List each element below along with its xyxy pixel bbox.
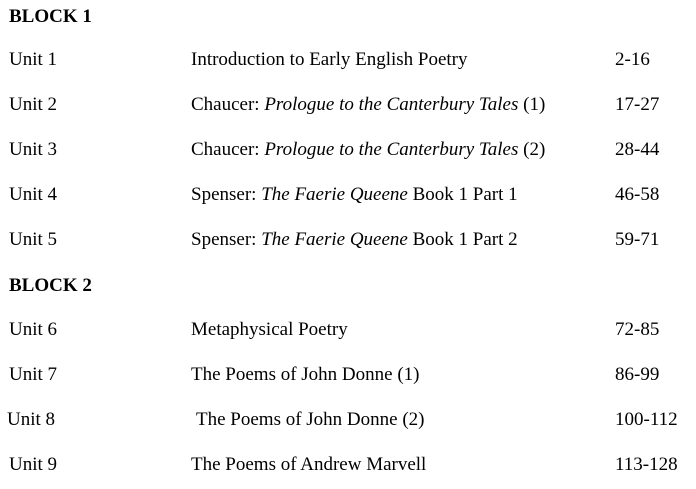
unit-label: Unit 7 [9,364,58,385]
title-text: (2) [518,139,546,160]
toc-row [0,183,696,207]
page-range: 46-58 [615,184,660,205]
toc-row [0,48,696,72]
title-text: Book 1 Part 1 [407,184,518,205]
title-text: Book 1 Part 2 [407,229,518,250]
unit-title [191,183,518,207]
page-range: 59-71 [615,229,660,250]
unit-label: Unit 4 [9,184,58,205]
page-range: 17-27 [615,94,660,115]
unit-title [191,228,518,252]
block-heading: BLOCK 1 [9,6,92,27]
toc-row [0,93,696,117]
title-text: (1) [518,94,546,115]
unit-label: Unit 3 [9,139,58,160]
toc-row [0,138,696,162]
unit-label: Unit 9 [9,454,58,475]
unit-title [191,48,468,72]
unit-title [191,138,545,162]
title-text: Introduction to Early English Poetry [191,49,468,70]
unit-label: Unit 5 [9,229,58,250]
unit-title [191,93,545,117]
page-range: 86-99 [615,364,660,385]
title-text: The Poems of John Donne (1) [191,364,420,385]
unit-title [191,453,426,477]
unit-title [191,363,420,387]
title-text: The Poems of John Donne (2) [196,409,425,430]
block-heading: BLOCK 2 [9,275,92,296]
unit-label: Unit 6 [9,319,58,340]
title-text: Chaucer: [191,94,265,115]
title-italic-text: The Faerie Queene [261,184,408,205]
unit-title [191,318,348,342]
toc-row [0,318,696,342]
page-range: 100-112 [615,409,678,430]
unit-title [196,408,425,432]
title-text: Spenser: [191,184,262,205]
title-text: The Poems of Andrew Marvell [191,454,427,475]
page-range: 113-128 [615,454,678,475]
title-text: Metaphysical Poetry [191,319,348,340]
page-range: 2-16 [615,49,650,70]
page-range: 28-44 [615,139,660,160]
title-text: Spenser: [191,229,262,250]
unit-label: Unit 1 [9,49,58,70]
toc-row [0,363,696,387]
toc-row [0,453,696,477]
page-range: 72-85 [615,319,660,340]
toc-row [0,228,696,252]
unit-label: Unit 8 [7,409,56,430]
title-italic-text: Prologue to the Canterbury Tales [264,139,519,160]
toc-row [0,408,696,432]
title-text: Chaucer: [191,139,265,160]
unit-label: Unit 2 [9,94,58,115]
title-italic-text: The Faerie Queene [261,229,408,250]
title-italic-text: Prologue to the Canterbury Tales [264,94,519,115]
